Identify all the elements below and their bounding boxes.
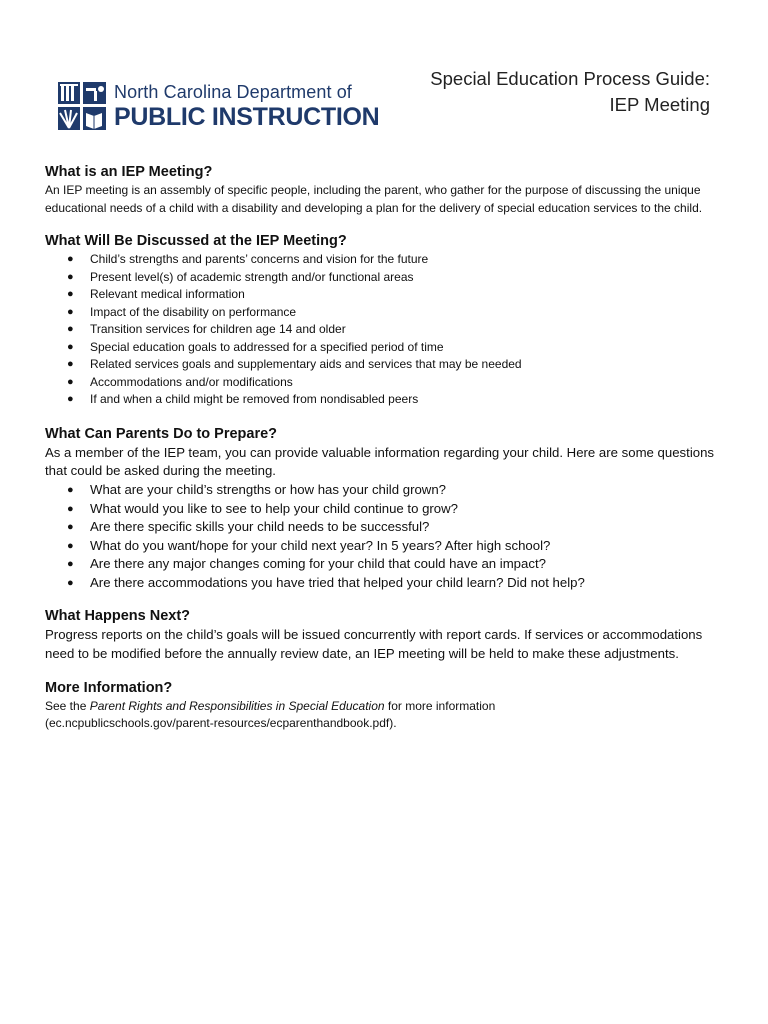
- bullet-icon: ●: [67, 323, 74, 335]
- list-item: [45, 286, 721, 304]
- section-discussed: [45, 231, 721, 409]
- list-item: [45, 518, 721, 537]
- document-title-line1: Special Education Process Guide:: [430, 68, 710, 89]
- list-item-text: Special education goals to addressed for a specified period of time: [90, 339, 444, 354]
- list-item-text: What do you want/hope for your child next year? In 5 years? After high school?: [90, 537, 551, 553]
- bullet-icon: ●: [67, 502, 74, 515]
- list-item: [45, 500, 721, 519]
- list-item: [45, 251, 721, 269]
- list-item-text: Are there any major changes coming for your child that could have an impact?: [90, 556, 546, 572]
- bullet-icon: ●: [67, 539, 74, 552]
- section-heading: What Can Parents Do to Prepare?: [45, 425, 278, 442]
- list-item-text: Child’s strengths and parents’ concerns and vision for the future: [90, 252, 429, 266]
- section-heading: More Information?: [45, 679, 173, 696]
- list-item-text: If and when a child might be removed from nondisabled peers: [90, 392, 419, 406]
- document-body: [45, 162, 721, 733]
- handbook-title: Parent Rights and Responsibilities in Special Education: [89, 698, 385, 713]
- bullet-icon: ●: [67, 576, 74, 589]
- list-item-text: Present level(s) of academic strength and/or functional areas: [90, 269, 414, 284]
- section-heading: What Happens Next?: [45, 608, 191, 625]
- list-item: [45, 537, 721, 556]
- document-title: [430, 66, 710, 118]
- list-item: [45, 374, 721, 392]
- section-paragraph: Progress reports on the child’s goals will be issued concurrently with report cards. If services or accommodations need to be modified before the annually review date, an IEP meeting will be held to make these adjustments.: [45, 627, 703, 662]
- section-heading: What Will Be Discussed at the IEP Meeting?: [45, 233, 347, 249]
- bullet-icon: ●: [67, 393, 74, 405]
- bullet-icon: ●: [67, 521, 74, 534]
- list-item-text: Related services goals and supplementary aids and services that may be needed: [90, 357, 522, 371]
- list-item: [45, 321, 721, 339]
- bullet-icon: ●: [67, 375, 74, 388]
- bullet-icon: ●: [67, 270, 74, 283]
- list-item: [45, 356, 721, 374]
- logo-department-name: North Carolina Department of: [114, 81, 352, 102]
- section-what-is-iep-meeting: [45, 162, 721, 217]
- list-item: [45, 555, 721, 574]
- list-item-text: Are there specific skills your child needs to be successful?: [90, 519, 430, 535]
- bullet-icon: ●: [67, 288, 74, 300]
- section-paragraph: As a member of the IEP team, you can provide valuable information regarding your child. Here are some questions that could be asked during the meeting.: [45, 444, 715, 479]
- discussion-topics-list: [45, 251, 721, 409]
- bullet-icon: ●: [67, 305, 74, 318]
- list-item: [45, 304, 721, 322]
- list-item-text: Relevant medical information: [90, 287, 245, 301]
- ncdpi-seal-icon: [56, 80, 108, 132]
- bullet-icon: ●: [67, 340, 74, 353]
- bullet-icon: ●: [67, 483, 74, 496]
- list-item: [45, 574, 721, 593]
- ncdpi-logo: [56, 78, 396, 134]
- section-paragraph: [45, 698, 721, 733]
- logo-public-instruction: PUBLIC INSTRUCTION: [114, 102, 380, 131]
- bullet-icon: ●: [67, 253, 74, 265]
- list-item-text: Are there accommodations you have tried that helped your child learn? Did not help?: [90, 574, 585, 590]
- section-paragraph: An IEP meeting is an assembly of specific people, including the parent, who gather for the purpose of discussing the unique educational needs of a child with a disability and developing a plan for the delivery of special education services to the child.: [45, 183, 703, 215]
- list-item: [45, 339, 721, 357]
- list-item-text: Transition services for children age 14 and older: [90, 322, 346, 336]
- bullet-icon: ●: [67, 558, 74, 571]
- document-title-line2: IEP Meeting: [609, 94, 710, 115]
- list-item-text: Accommodations and/or modifications: [90, 374, 293, 389]
- section-heading: What is an IEP Meeting?: [45, 164, 213, 180]
- more-info-suffix: for more information: [384, 698, 496, 713]
- list-item: [45, 481, 721, 500]
- prepare-questions-list: [45, 481, 721, 593]
- list-item: [45, 391, 721, 409]
- section-more-information: [45, 678, 721, 733]
- bullet-icon: ●: [67, 358, 74, 370]
- list-item-text: Impact of the disability on performance: [90, 304, 297, 319]
- logo-wordmark: [114, 83, 379, 130]
- list-item-text: What would you like to see to help your child continue to grow?: [90, 500, 458, 516]
- section-what-happens-next: [45, 606, 721, 663]
- list-item: [45, 269, 721, 287]
- more-info-prefix: See the: [45, 698, 90, 713]
- handbook-url: (ec.ncpublicschools.gov/parent-resources/ecparenthandbook.pdf).: [45, 716, 397, 731]
- section-prepare: [45, 424, 721, 593]
- list-item-text: What are your child’s strengths or how has your child grown?: [90, 481, 446, 497]
